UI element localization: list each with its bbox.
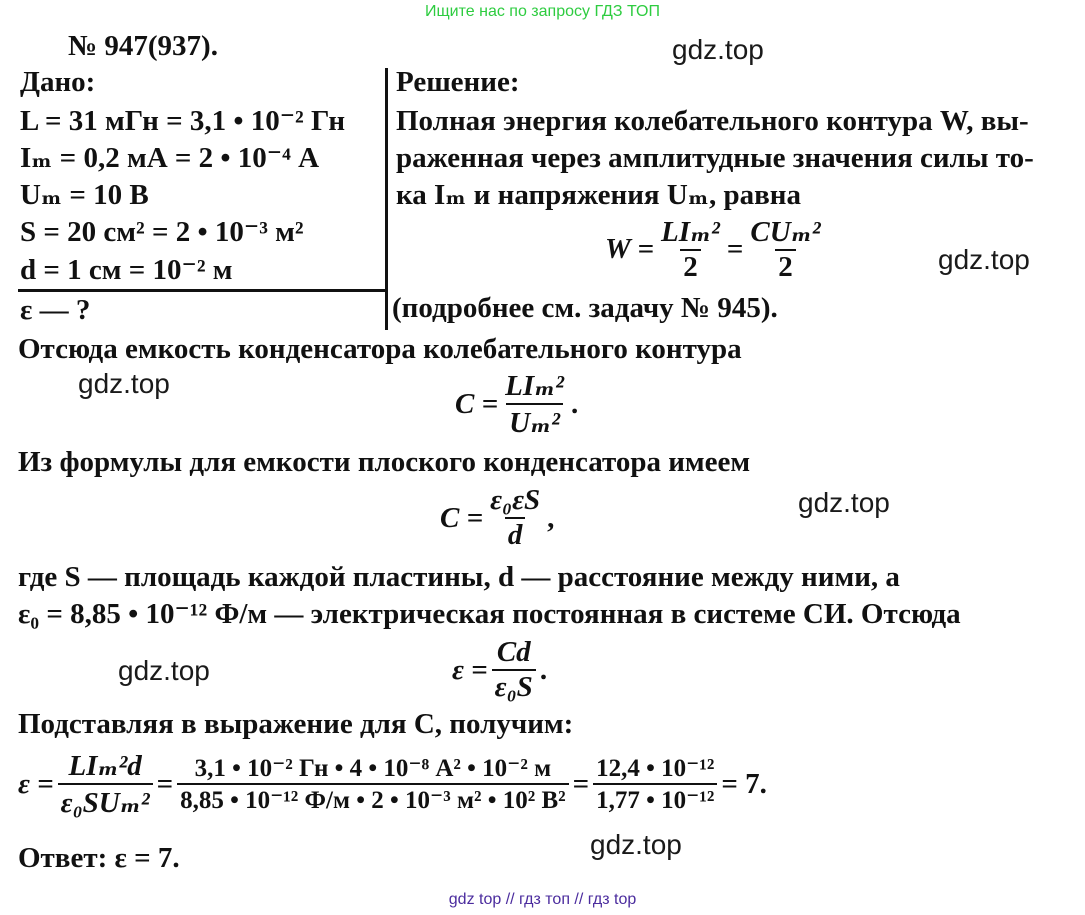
denominator: 2 <box>775 249 796 284</box>
solution-paragraph: Полная энергия колебательного контура W, вы- <box>396 105 1029 137</box>
numerator: LIₘ² <box>661 216 720 248</box>
fraction <box>487 484 543 552</box>
solution-paragraph: Подставляя в выражение для C, получим: <box>18 708 574 740</box>
result: = 7. <box>721 767 767 800</box>
watermark: gdz.top <box>78 368 170 399</box>
denominator: ε₀S <box>492 669 536 704</box>
equation-plate-capacitor <box>440 484 554 552</box>
solution-paragraph: где S — площадь каждой пластины, d — расстояние между ними, а <box>18 561 900 593</box>
eq-lhs: W = <box>605 232 655 265</box>
solution-paragraph: (подробнее см. задачу № 945). <box>392 292 778 324</box>
given-header: Дано: <box>20 66 96 98</box>
denominator: 2 <box>680 249 701 284</box>
eq-lhs: C = <box>440 501 484 534</box>
denominator: d <box>505 517 526 552</box>
solution-paragraph: Отсюда емкость конденсатора колебательного контура <box>18 333 742 365</box>
equation-permittivity <box>452 636 547 704</box>
numerator: ε₀εS <box>490 484 541 516</box>
numerator: 12,4 • 10⁻¹² <box>596 755 715 782</box>
watermark: gdz.top <box>590 829 682 860</box>
equals-sign: = <box>726 232 744 265</box>
solution-paragraph: Из формулы для емкости плоского конденсатора имеем <box>18 446 751 478</box>
eq-lhs: C = <box>455 387 499 420</box>
watermark: gdz.top <box>672 34 764 65</box>
denominator: ε₀SUₘ² <box>58 783 153 820</box>
equation-final <box>18 748 767 820</box>
numerator: 3,1 • 10⁻² Гн • 4 • 10⁻⁸ А² • 10⁻² м <box>194 755 552 782</box>
solution-header: Решение: <box>396 66 520 98</box>
answer: Ответ: ε = 7. <box>18 842 180 874</box>
solution-paragraph: раженная через амплитудные значения силы то- <box>396 142 1034 174</box>
fraction <box>177 753 569 815</box>
denominator: Uₘ² <box>506 403 563 440</box>
fraction <box>658 214 723 284</box>
given-line-area: S = 20 см² = 2 • 10⁻³ м² <box>20 216 304 248</box>
given-line-voltage: Uₘ = 10 В <box>20 179 149 211</box>
equals-sign: = <box>156 767 174 800</box>
given-line-distance: d = 1 см = 10⁻² м <box>20 254 233 286</box>
solution-paragraph: ε₀ = 8,85 • 10⁻¹² Ф/м — электрическая постоянная в системе СИ. Отсюда <box>18 598 961 630</box>
numerator: LIₘ² <box>505 370 564 402</box>
fraction <box>502 368 567 440</box>
top-banner[interactable]: Ищите нас по запросу ГДЗ ТОП <box>425 3 660 20</box>
period: . <box>539 653 548 686</box>
given-line-current: Iₘ = 0,2 мА = 2 • 10⁻⁴ А <box>20 142 320 174</box>
watermark: gdz.top <box>118 655 210 686</box>
problem-number: № 947(937). <box>68 30 218 62</box>
fraction <box>747 214 823 284</box>
denominator: 1,77 • 10⁻¹² <box>593 783 717 815</box>
watermark: gdz.top <box>938 244 1030 275</box>
numerator: CUₘ² <box>750 216 821 248</box>
eq-lhs: ε = <box>18 767 54 800</box>
numerator: Cd <box>496 636 531 668</box>
footer-links[interactable]: gdz top // гдз топ // гдз top <box>448 891 637 908</box>
given-divider-horizontal <box>18 289 388 292</box>
given-line-inductance: L = 31 мГн = 3,1 • 10⁻² Гн <box>20 105 346 137</box>
eq-lhs: ε = <box>452 653 488 686</box>
denominator: 8,85 • 10⁻¹² Ф/м • 2 • 10⁻³ м² • 10² В² <box>177 783 569 815</box>
given-find: ε — ? <box>20 294 91 326</box>
fraction <box>492 636 536 704</box>
equation-energy <box>605 214 828 284</box>
period: . <box>570 387 579 420</box>
comma: , <box>547 501 555 534</box>
watermark: gdz.top <box>798 487 890 518</box>
fraction <box>58 748 153 820</box>
solution-paragraph: ка Iₘ и напряжения Uₘ, равна <box>396 179 801 211</box>
equation-capacitance <box>455 368 578 440</box>
fraction <box>593 753 717 815</box>
equals-sign: = <box>572 767 590 800</box>
numerator: LIₘ²d <box>68 750 142 782</box>
